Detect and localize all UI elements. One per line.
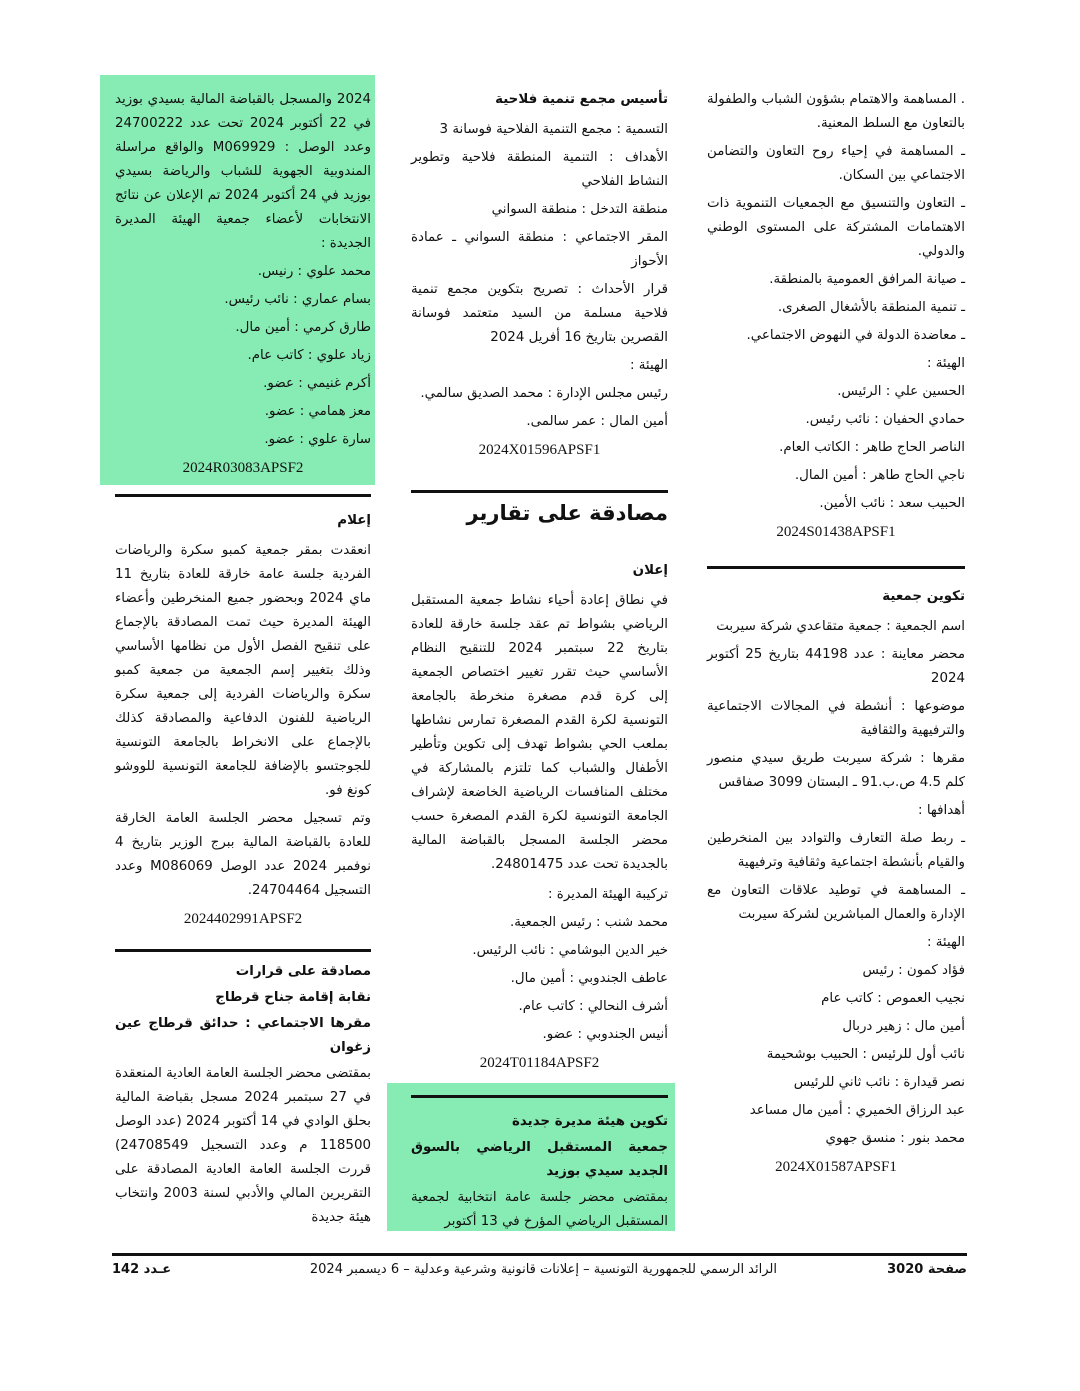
section-line: محضر معاينة : عدد 44198 بتاريخ 25 أكتوبر 2024 (707, 647, 965, 686)
notice-body: انعقدت بمقر جمعية كمبو سكرة والرياضات الفردية جلسة عامة خارقة للعادة بتاريخ 11 ماي 2024 وبحضور جميع المنخرطين وأعضاء الهيئة المديرة حيث تمت المصادقة بالإجماع على تنقيح الفصل الأول من نظامها الأساسي وذلك بتغيير إسم الجمعية من جمعية كمبو سكرة والرياضات الفردية إلى جمعية سكرة الرياضية للفنون الدفاعية والمصادقة كذلك بالإجماع على الانخراط بالجامعة التونسية للجوجتسو بالإضافة للجامعة التونسية للووشو كونغ فو. (115, 543, 371, 798)
goal-item: ـ معاضدة الدولة في النهوض الاجتماعي. (746, 328, 965, 343)
board-member: طارق كرمي : أمين مال. (235, 320, 371, 335)
section-divider (411, 490, 668, 493)
publication-title: الرائد الرسمي للجمهورية التونسية – إعلانات قانونية وشرعية وعدلية – 6 ديسمبر 2024 (309, 1262, 777, 1277)
board-member: نصر قيدارة : نائب ثاني للرئيس (793, 1075, 965, 1090)
board-member: الحبيب سعد : نائب الأمين. (819, 496, 965, 511)
middle-column (411, 88, 668, 1238)
board-member: أمين مال : زهير دربال (842, 1019, 965, 1034)
board-member: سارة علوي : عضو. (264, 432, 371, 447)
section-divider (707, 566, 965, 569)
section-line: الهيئة : (629, 358, 668, 373)
goal-item: ـ صيانة المرافق العمومية بالمنطقة. (769, 272, 965, 287)
section-line: مقرها : شركة سيربت طريق سيدي منصور كلم 4.5 ص.ب.91 ـ البستان 3099 صفاقس (707, 751, 965, 790)
section-line: أهدافها : (918, 803, 965, 818)
section-body: بمقتضى محضر الجلسة العامة العادية المنعقدة في 27 سبتمبر 2024 مسجل بقباضة المالية بحلق الوادي في 14 أكتوبر 2024 (عدد الوصل 118500 م وعدد التسجيل 24708549) قررت الجلسة العامة العادية المصادقة على التقريرين المالي والأدبي لسنة 2003 وانتخاب هيئة جديدة (115, 1066, 372, 1225)
section-line: ـ المساهمة في توطيد علاقات التعاون مع الإدارة والعمال المباشرين لشركة سيربت (707, 883, 965, 922)
board-member: فؤاد كمون : رئيس (862, 963, 965, 978)
board-member: نجيب العموص : كاتب عام (821, 991, 965, 1006)
section-address: مقرها الاجتماعي : حدائق قرطاج عين زغوان (115, 1016, 371, 1055)
section-line: قرار الأحداث : تصريح بتكوين مجمع تنمية فلاحية مسلمة من السيد متعتمد فوسانة القصرين بتاريخ 16 أفريل 2024 (411, 282, 668, 345)
section-divider (115, 494, 371, 497)
reference-code: 2024R03083APSF2 (182, 460, 304, 476)
goal-item: ـ التعاون والتنسيق مع الجمعيات التنموية ذات الاهتمامات المشتركة على المستوى الوطني والدولي. (707, 196, 965, 259)
board-label: الهيئة : (926, 935, 965, 950)
board-label: الهيئة : (926, 356, 965, 371)
section-divider (115, 949, 371, 952)
green-notice (411, 1110, 668, 1234)
section-line: موضوعها : أنشطة في المجالات الاجتماعية والترفيهية والثقافية (707, 699, 965, 738)
section-divider (411, 1095, 668, 1098)
board-member: عبد الرزاق الخميري : أمين مال مساعد (749, 1103, 965, 1118)
category-title: مصادقة على تقارير (466, 501, 668, 525)
right-column (707, 88, 965, 1185)
notice-body: في نطاق إعادة أحياء نشاط جمعية المستقبل الرياضي بشواط تم عقد جلسة خارقة للعادة بتاريخ 22 سبتمبر 2024 للتنقيح النظام الأساسي حيث تقرر تغيير اختصاص الجمعية إلى كرة قدم مصغرة منخرطة بالجامعة التونسية لكرة القدم المصغرة تمارس نشاطها بملعب الحي بشواط تهدف إلى تكوين وتأطير الأطفال والشباب كما تلتزم بالمشاركة في مختلف المنافسات الرياضية الخاضعة لإشراف الجامعة التونسية لكرة القدم المصغرة حسب محضر الجلسة المسجل بالقباضة المالية بالجديدة تحت عدد 24801475. (411, 593, 668, 872)
green-notice-body: 2024 والمسجل بالقباضة المالية بسيدي بوزيد في 22 أكتوبر 2024 تحت عدد 24700222 وعدد الوصل : M069929 والواقع مراسلة المندوبية الجهوية للشباب والرياضة بسيدي بوزيد في 24 أكتوبر 2024 تم الإعلان عن نتائج الانتخابات لأعضاء جمعية الهيئة المديرة الجديدة : (115, 92, 371, 251)
board-member: أشرف النحالي : كاتب عام. (518, 999, 668, 1014)
board-member: بسام عماري : نائب رئيس. (224, 292, 371, 307)
reference-code: 2024402991APSF2 (183, 911, 303, 927)
goal-item: ـ المساهمة في إحياء روح التعاون والتضامن الاجتماعي بين السكان. (707, 144, 965, 183)
board-member: عاطف الجندوبي : أمين مال. (510, 971, 668, 986)
issue-number: عـدد 142 (112, 1262, 172, 1277)
board-member: الحسين علي : الرئيس. (837, 384, 965, 399)
board-member: ناجي الحاج طاهر : أمين المال. (794, 468, 965, 483)
goals-list (707, 88, 965, 348)
section-line: ـ ربط صلة التعارف والتوادد بين المنخرطين والقيام بأنشطة اجتماعية وثقافية وترفيهية (707, 831, 965, 870)
page-footer (112, 1262, 967, 1288)
notice-title: إعلام (337, 513, 371, 528)
goal-item: ـ تنمية المنطقة بالأشغال الصغرى. (777, 300, 965, 315)
section-line: منطقة التدخل : منطقة السواني (491, 202, 668, 217)
section-line: الأهداف : التنمية المنطقة فلاحية وتطوير النشاط الفلاحي (411, 150, 668, 189)
reference-code: 2024T01184APSF2 (479, 1055, 600, 1071)
board-member: زياد علوي : كاتب عام. (247, 348, 371, 363)
footer-divider (112, 1253, 967, 1256)
board-member: نائب أول للرئيس : الحبيب بوشحيمة (766, 1047, 965, 1062)
goal-item: . المساهمة والاهتمام بشؤون الشباب والطفولة بالتعاون مع السلط المعنية. (707, 92, 965, 131)
board-member: أنيس الجندوبي : عضو. (542, 1027, 668, 1042)
reference-code: 2024X01587APSF1 (775, 1159, 897, 1175)
green-notice-subtitle: جمعية المستقبل الرياضي بالسوق الجديد سيدي بوزيد (411, 1140, 668, 1179)
left-column (115, 88, 371, 1234)
board-member: محمد علوي : رنيس. (257, 264, 371, 279)
board-member: الناصر الحاج طاهر : الكاتب العام. (779, 440, 965, 455)
board-label: تركيبة الهيئة المديرة : (548, 887, 668, 902)
section-subtitle: نقابة إقامة جناح قرطاج (215, 990, 371, 1005)
section-line: التسمية : مجمع التنمية الفلاحية فوسانة 3 (439, 122, 668, 137)
section-line: اسم الجمعية : جمعية متقاعدي شركة سيربت (716, 619, 965, 634)
section-title: تكوين جمعية (882, 589, 965, 604)
reference-code: 2024S01438APSF1 (776, 524, 896, 540)
board-member: أكرم غنيمي : عضو. (263, 376, 371, 391)
section-line: أمين المال : عمر سالمى. (526, 414, 668, 429)
notice-title: إعلان (632, 563, 668, 578)
reference-code: 2024X01596APSF1 (478, 442, 601, 458)
section-title: تأسيس مجمع تنمية فلاحية (495, 92, 668, 107)
section-line: المقر الاجتماعي : منطقة السواني ـ عمادة الأحواز (411, 230, 668, 269)
board-member: محمد بنور : منسق جهوي (825, 1131, 965, 1146)
green-notice-body: بمقتضى محضر جلسة عامة انتخابية لجمعية المستقبل الرياضي المؤرخ في 13 أكتوبر (411, 1190, 668, 1229)
green-notice-title: تكوين هيئة مديرة جديدة (512, 1114, 668, 1129)
notice-body: وتم تسجيل محضر الجلسة العامة الخارقة للعادة بالقباضة المالية ببرج الوزير بتاريخ 4 نوفمبر 2024 عدد الوصل M086069 وعدد التسجيل 24704464. (115, 811, 371, 898)
board-member: معز همامي : عضو. (264, 404, 371, 419)
board-member: محمد شنب : رئيس الجمعية. (510, 915, 668, 930)
green-notice-continued (115, 88, 371, 480)
board-member: حمادي الحفيان : نائب رئيس. (805, 412, 965, 427)
section-line: رئيس مجلس الإدارة : محمد الصديق سالمي. (420, 386, 668, 401)
board-member: خير الدين البوشامي : نائب الرئيس. (472, 943, 668, 958)
section-title: مصادقة على قرارات (235, 964, 371, 979)
page-number: صفحة 3020 (887, 1262, 967, 1277)
